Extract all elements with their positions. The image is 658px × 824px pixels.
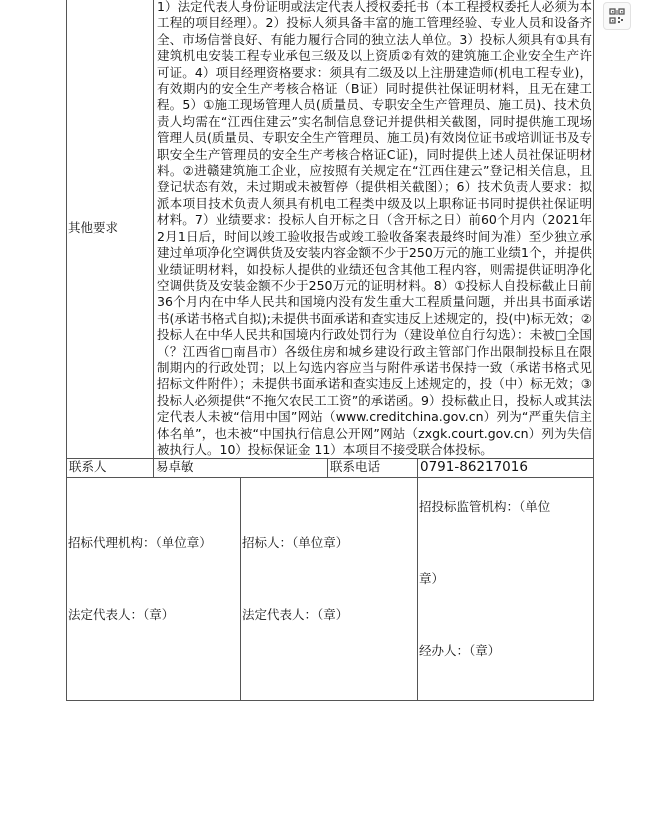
signature-row [67, 478, 594, 701]
announcement-table [66, 0, 594, 701]
agency-signature-cell [67, 478, 241, 701]
supervisor-signature-cell [418, 478, 594, 701]
contact-person-label: 联系人 [67, 459, 154, 478]
contact-phone-label: 联系电话 [328, 459, 418, 478]
agency-seal-label: 招标代理机构：（单位章） [68, 535, 212, 551]
contact-person-name: 易卓敏 [154, 459, 328, 478]
requirements-label: 其他要求 [67, 0, 154, 459]
supervisor-seal-label-cont: 章） [419, 571, 445, 587]
tenderer-rep-label: 法定代表人：（章） [242, 607, 349, 623]
contact-phone-value: 0791-86217016 [418, 459, 594, 478]
supervisor-seal-label: 招投标监管机构：（单位 [419, 499, 551, 515]
agency-rep-label: 法定代表人：（章） [68, 607, 175, 623]
requirements-row [67, 0, 594, 459]
handler-label: 经办人：（章） [419, 643, 501, 659]
tenderer-signature-cell [241, 478, 418, 701]
qr-code-glyph [609, 8, 625, 24]
qr-code-icon[interactable] [603, 2, 631, 30]
requirements-text: 1）法定代表人身份证明或法定代表人授权委托书（本工程授权委托人必须为本工程的项目经理）。2）投标人须具备丰富的施工管理经验、专业人员和设备齐全、市场信誉良好、有能力履行合同的独立法人单位。3）投标人须具有①具有建筑机电安装工程专业承包三级及以上资质②有效的建筑施工企业安全生产许可证。4）项目经理资格要求：须具有二级及以上注册建造师(机电工程专业)，有效期内的安全生产考核合格证（B证）同时提供社保证明材料，且无在建工程。5）①施工现场管理人员(质量员、专职安全生产管理员、施工员)、技术负责人均需在“江西住建云”实名制信息登记并提供相关截图，同时提供施工现场管理人员(质量员、专职安全生产管理员、施工员)有效岗位证书或培训证书及专职安全生产管理员的安全生产考核合格证C证)，同时提供上述人员社保证明材料。②进赣建筑施工企业，应按照有关规定在“江西住建云”登记相关信息，且登记状态有效，未过期或未被暂停（提供相关截图）；6）技术负责人要求：拟派本项目技术负责人须具有机电工程类中级及以上职称证书同时提供社保证明材料。7）业绩要求：投标人自开标之日（含开标之日）前60个月内（2021年2月1日后，时间以竣工验收报告或竣工验收备案表最终时间为准）至少独立承建过单项净化空调供货及安装内容金额不少于250万元的施工业绩1个，并提供业绩证明材料，如投标人提供的业绩还包含其他工程内容，则需提供证明净化空调供货及安装金额不少于250万元的证明材料。8）①投标人自投标截止日前36个月内在中华人民共和国境内没有发生重大工程质量问题，并出具书面承诺书(承诺书格式自拟);未提供书面承诺和查实违反上述规定的，投(中)标无效；②投标人在中华人民共和国境内行政处罚行为（建设单位自行勾选）：未被□全国（？江西省□南昌市）各级住房和城乡建设行政主管部门作出限制投标且在限制期内的行政处罚；以上勾选内容应当与附件承诺书保持一致（承诺书格式见招标文件附件）；未提供书面承诺和查实违反上述规定的，投（中）标无效；③投标人必须提供“不拖欠农民工工资”的承诺函。9）投标截止日，投标人或其法定代表人未被“信用中国”网站（www.creditchina.gov.cn）列为“严重失信主体名单”，也未被“中国执行信息公开网”网站（zxgk.court.gov.cn）列为失信被执行人。10）投标保证金 11）本项目不接受联合体投标。 [154, 0, 594, 459]
tenderer-seal-label: 招标人：（单位章） [242, 535, 349, 551]
contact-row [67, 459, 594, 478]
